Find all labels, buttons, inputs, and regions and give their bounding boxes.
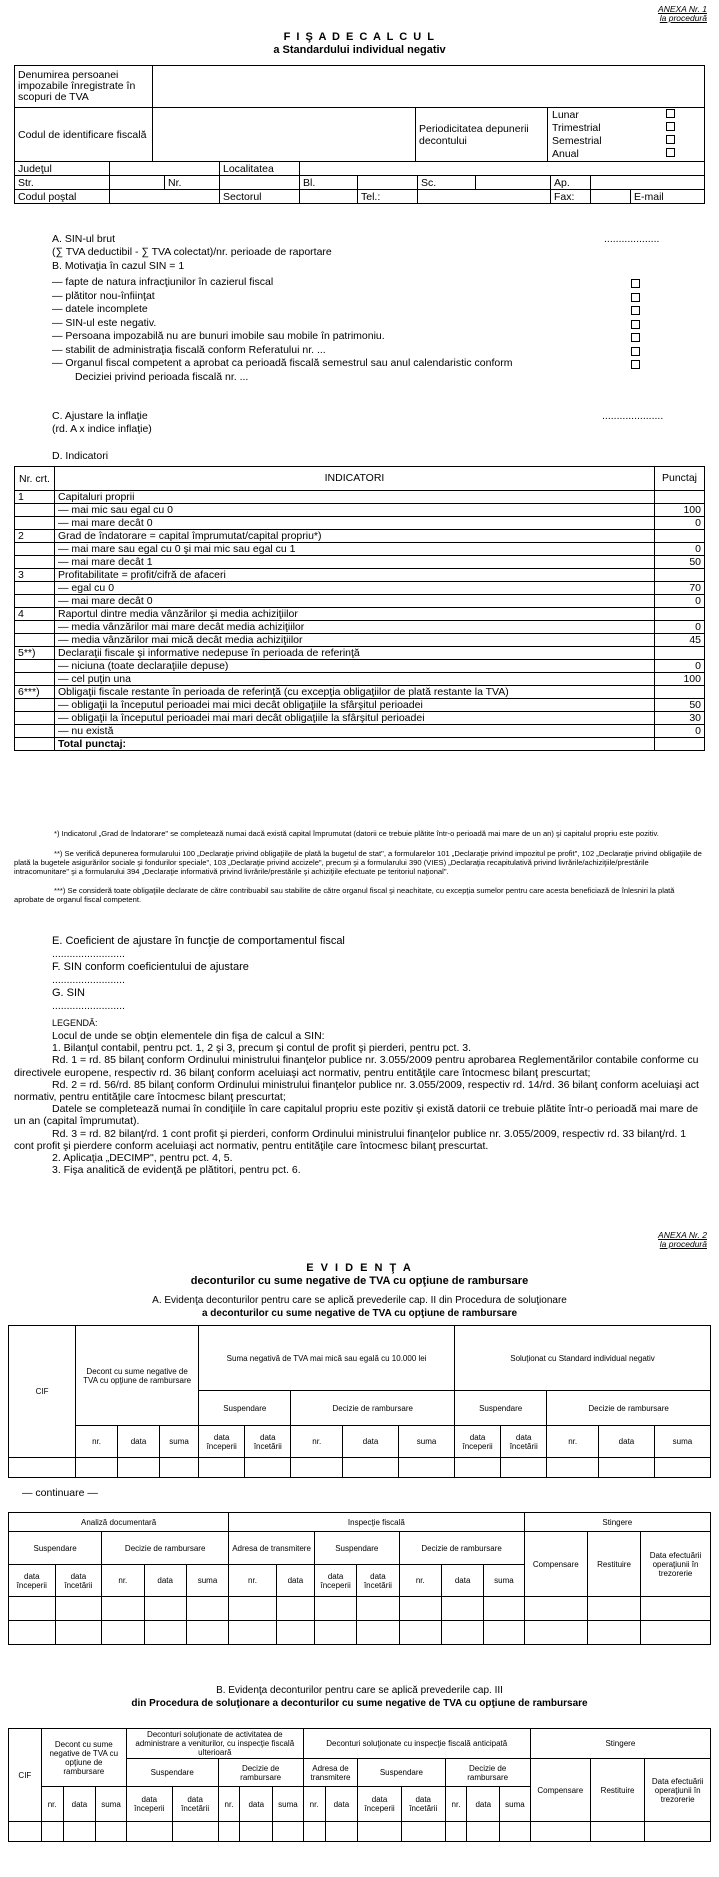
col-data-incetarii: data încetării xyxy=(172,1787,218,1822)
indicator-row xyxy=(15,491,705,504)
judet-label: Judeţul xyxy=(15,162,110,176)
total-label: Total punctaj: xyxy=(55,738,655,751)
sector-field[interactable] xyxy=(300,190,358,204)
sector-label: Sectorul xyxy=(220,190,300,204)
legend-title: LEGENDĂ: xyxy=(52,1018,98,1028)
motiv-item: — datele incomplete xyxy=(52,303,148,315)
col-data-incetarii: data încetării xyxy=(55,1565,102,1597)
indicator-text: — mai mare decât 0 xyxy=(55,595,655,608)
col-nr: nr. xyxy=(76,1426,118,1458)
indicator-text: Declaraţii fiscale şi informative nedepuse în perioada de referinţă xyxy=(55,647,655,660)
indicator-text: Obligaţii fiscale restante în perioada de referinţă (cu excepţia obligaţiilor de plată restante la TVA) xyxy=(55,686,655,699)
col-data: data xyxy=(240,1787,273,1822)
evidenta-table-a xyxy=(8,1325,711,1478)
section-a-value[interactable]: ................... xyxy=(604,233,660,245)
indicator-nr xyxy=(15,621,55,634)
section-c-formula: (rd. A x indice inflaţie) xyxy=(52,423,152,435)
footnote-1: *) Indicatorul „Grad de îndatorare" se completează numai dacă există capital împrumutat (datorii ce trebuie plătite într-o perioadă mai mare de un an) şi capitalul propriu este pozitiv. xyxy=(54,829,659,838)
str-field[interactable] xyxy=(110,176,165,190)
col-nr: nr. xyxy=(229,1565,277,1597)
tel-label: Tel.: xyxy=(358,190,418,204)
indicator-row xyxy=(15,556,705,569)
col-nr: nr. xyxy=(303,1787,325,1822)
indicator-nr xyxy=(15,504,55,517)
section-f-value[interactable]: ......................... xyxy=(52,974,125,986)
evidenta-table-a-continued xyxy=(8,1512,711,1645)
col-nr: nr. xyxy=(291,1426,343,1458)
period-trimestrial: Trimestrial xyxy=(552,121,601,134)
col-data-inceperii: data începerii xyxy=(199,1426,245,1458)
col-data-inceperii: data începerii xyxy=(455,1426,501,1458)
indicator-punctaj: 0 xyxy=(655,725,705,738)
stingere-header: Stingere xyxy=(530,1729,710,1759)
str-label: Str. xyxy=(15,176,110,190)
data-efectuarii-header: Data efectuării operaţiunii în trezorerie xyxy=(641,1532,711,1597)
decont-header: Decont cu sume negative de TVA cu opţiune de rambursare xyxy=(76,1326,199,1426)
section-g-value[interactable]: ......................... xyxy=(52,1000,125,1012)
indicator-nr xyxy=(15,595,55,608)
checkbox-lunar[interactable] xyxy=(666,109,675,118)
ap-field[interactable] xyxy=(591,176,705,190)
legend-line: Rd. 2 = rd. 56/rd. 85 bilanţ conform Ordinului ministrului finanţelor publice nr. 3.055/2009, respectiv rd. 14/rd. 36 bilanţ conform aceluiaşi act normativ, pentru entităţile care întocmesc bilanţ prescurtat; xyxy=(14,1078,699,1104)
section-e-title: E. Coeficient de ajustare în funcţie de comportamentul fiscal xyxy=(52,935,345,947)
checkbox-semestrial[interactable] xyxy=(666,135,675,144)
col-data-inceperii: data începerii xyxy=(314,1565,356,1597)
legend-line: Rd. 3 = rd. 82 bilanţ/rd. 1 cont profit şi pierderi, conform Ordinului ministrului finanţelor publice nr. 3.055/2009, respectiv rd. 33 bilanţ/rd. 1 cont profit şi pierdere conform aceluiaşi act normativ, pentru entităţile care întocmesc bilanţ prescurtat. xyxy=(14,1127,687,1152)
continuare-label: — continuare — xyxy=(22,1487,98,1499)
checkbox-anual[interactable] xyxy=(666,148,675,157)
indicator-punctaj: 100 xyxy=(655,673,705,686)
localitate-field[interactable] xyxy=(300,162,705,176)
col-data: data xyxy=(325,1787,358,1822)
checkbox-motiv[interactable] xyxy=(631,293,640,302)
indicator-row xyxy=(15,504,705,517)
suspendare-header: Suspendare xyxy=(358,1759,445,1787)
decizie-header: Decizie de rambursare xyxy=(218,1759,303,1787)
indicator-row xyxy=(15,725,705,738)
indicator-nr xyxy=(15,712,55,725)
col-data-incetarii: data încetării xyxy=(357,1565,399,1597)
indicator-row xyxy=(15,621,705,634)
suspendare-header: Suspendare xyxy=(126,1759,218,1787)
indicator-row xyxy=(15,595,705,608)
indicator-punctaj: 30 xyxy=(655,712,705,725)
indicator-nr: 1 xyxy=(15,491,55,504)
tel-field[interactable] xyxy=(418,190,551,204)
period-checkboxes xyxy=(652,108,705,162)
indicator-punctaj: 70 xyxy=(655,582,705,595)
indicators-table xyxy=(14,466,705,751)
decizie-header: Decizie de rambursare xyxy=(291,1391,455,1426)
indicator-nr: 3 xyxy=(15,569,55,582)
col-nr: nr. xyxy=(547,1426,599,1458)
indicator-text: — niciuna (toate declaraţiile depuse) xyxy=(55,660,655,673)
indicator-punctaj xyxy=(655,569,705,582)
decizie-header: Decizie de rambursare xyxy=(399,1532,524,1565)
indicator-row xyxy=(15,582,705,595)
indicator-nr: 4 xyxy=(15,608,55,621)
annex-1-label: ANEXA Nr. 1 la procedură xyxy=(658,4,707,23)
indicator-text: — media vânzărilor mai mică decât media achiziţiilor xyxy=(55,634,655,647)
motiv-item: — Persoana impozabilă nu are bunuri imobile sau mobile în patrimoniu. xyxy=(52,330,385,342)
section-b-checkboxes xyxy=(631,279,640,374)
bl-label: Bl. xyxy=(300,176,358,190)
indicator-punctaj: 45 xyxy=(655,634,705,647)
cod-postal-label: Codul poştal xyxy=(15,190,110,204)
indicator-nr xyxy=(15,660,55,673)
fisa-title: F I Ş A D E C A L C U L xyxy=(283,31,436,43)
legend-line: Rd. 1 = rd. 85 bilanţ conform Ordinului ministrului finanţelor publice nr. 3.055/2009 pentru aprobarea Reglementărilor contabile conforme cu directivele europene, respectiv rd. 36 bilanţ conform aceluiaşi act normativ, pentru entităţile care întocmesc bilanţ prescurtat; xyxy=(14,1054,699,1079)
col-suma: suma xyxy=(96,1787,127,1822)
section-b-title: B. Motivaţia în cazul SIN = 1 xyxy=(52,260,185,272)
col-data: data xyxy=(63,1787,96,1822)
indicator-text: — obligaţii la începutul perioadei mai mici decât obligaţiile la sfârşitul perioadei xyxy=(55,699,655,712)
checkbox-motiv[interactable] xyxy=(631,306,640,315)
col-data: data xyxy=(441,1565,483,1597)
compensare-header: Compensare xyxy=(530,1759,590,1822)
section-a-formula: (∑ TVA deductibil - ∑ TVA colectat)/nr. perioade de raportare xyxy=(52,246,332,258)
inspectie-header: Inspecţie fiscală xyxy=(229,1513,524,1532)
col-suma: suma xyxy=(654,1426,710,1458)
indicator-row xyxy=(15,608,705,621)
period-semestrial: Semestrial xyxy=(552,134,602,147)
col-nr: nr. xyxy=(41,1787,63,1822)
indicator-row xyxy=(15,647,705,660)
indicator-text: — obligaţii la începutul perioadei mai mari decât obligaţiile la sfârşitul perioadei xyxy=(55,712,655,725)
indicator-nr: 2 xyxy=(15,530,55,543)
legend-line: 3. Fişa analitică de evidenţă pe plătitori, pentru pct. 6. xyxy=(52,1164,301,1177)
legend-body xyxy=(14,1030,704,1176)
indicator-punctaj: 0 xyxy=(655,660,705,673)
indicator-nr xyxy=(15,517,55,530)
indicator-text: — nu există xyxy=(55,725,655,738)
indicator-punctaj: 100 xyxy=(655,504,705,517)
period-anual: Anual xyxy=(552,147,579,160)
indicator-nr xyxy=(15,582,55,595)
section-b-evidenta-title2: din Procedura de soluţionare a deconturilor cu sume negative de TVA cu opţiune de rambursare xyxy=(131,1698,588,1709)
section-b-evidenta-title xyxy=(0,1685,719,1696)
checkbox-motiv[interactable] xyxy=(631,333,640,342)
ap-label: Ap. xyxy=(551,176,591,190)
indicator-nr xyxy=(15,725,55,738)
identification-table xyxy=(14,65,705,162)
evidenta-subtitle: deconturilor cu sume negative de TVA cu opţiune de rambursare xyxy=(190,1275,529,1287)
indicator-text: Profitabilitate = profit/cifră de afaceri xyxy=(55,569,655,582)
col-suma: suma xyxy=(399,1426,455,1458)
denumire-field[interactable] xyxy=(153,66,705,108)
indicator-punctaj: 0 xyxy=(655,621,705,634)
section-f-title: F. SIN conform coeficientului de ajustare xyxy=(52,961,249,973)
indicator-punctaj xyxy=(655,608,705,621)
evidenta-b-title-line: B. Evidenţa deconturilor pentru care se aplică prevederile cap. III xyxy=(216,1685,503,1696)
indicator-punctaj xyxy=(655,686,705,699)
indicator-text: — mai mare decât 1 xyxy=(55,556,655,569)
checkbox-motiv[interactable] xyxy=(631,360,640,369)
nr-field[interactable] xyxy=(220,176,300,190)
adresa-header: Adresa de transmitere xyxy=(229,1532,315,1565)
suspendare-header: Suspendare xyxy=(9,1532,102,1565)
section-a-title: A. SIN-ul brut xyxy=(52,233,116,245)
col-suma: suma xyxy=(500,1787,531,1822)
indicator-nr xyxy=(15,673,55,686)
indicator-nr xyxy=(15,634,55,647)
cod-fiscal-label: Codul de identificare fiscală xyxy=(15,108,153,162)
section-c-title: C. Ajustare la inflaţie xyxy=(52,410,148,422)
indicator-nr: 6***) xyxy=(15,686,55,699)
periodicitate-label: Periodicitatea depunerii decontului xyxy=(416,108,548,162)
fax-label: Fax: xyxy=(551,190,591,204)
evidenta-a-title-line: A. Evidenţa deconturilor pentru care se aplică prevederile cap. II din Procedura de soluţionare xyxy=(152,1295,567,1306)
indicator-row xyxy=(15,712,705,725)
indicator-text: — media vânzărilor mai mare decât media achiziţiilor xyxy=(55,621,655,634)
checkbox-motiv[interactable] xyxy=(631,320,640,329)
legend-line: 1. Bilanţul contabil, pentru pct. 1, 2 şi 3, precum şi contul de profit şi pierderi, pentru pct. 3. xyxy=(52,1042,472,1055)
indicator-nr xyxy=(15,556,55,569)
cif-header: CIF xyxy=(9,1326,76,1458)
solutionat-header: Soluţionat cu Standard individual negativ xyxy=(455,1326,711,1391)
motiv-item-continuation: Deciziei privind perioada fiscală nr. ... xyxy=(75,370,249,383)
section-d-title: D. Indicatori xyxy=(52,450,109,462)
col-nr-crt: Nr. crt. xyxy=(15,467,55,491)
col-data-inceperii: data începerii xyxy=(358,1787,402,1822)
col-nr: nr. xyxy=(218,1787,240,1822)
nr-label: Nr. xyxy=(165,176,220,190)
indicator-text: Raportul dintre media vânzărilor şi media achiziţiilor xyxy=(55,608,655,621)
checkbox-motiv[interactable] xyxy=(631,279,640,288)
col-data-incetarii: data încetării xyxy=(501,1426,547,1458)
fisa-subtitle: a Standardului individual negativ xyxy=(273,44,446,56)
col-data: data xyxy=(276,1565,314,1597)
legend-line: Datele se completează numai în condiţiile în care capitalul propriu este pozitiv şi există datorii ce trebuie plătite într-o perioadă mai mare de un an (capital împrumutat). xyxy=(14,1103,699,1128)
indicator-row xyxy=(15,673,705,686)
indicator-punctaj: 0 xyxy=(655,595,705,608)
motiv-item: — fapte de natura infracţiunilor în cazierul fiscal xyxy=(52,276,274,288)
indicator-row xyxy=(15,699,705,712)
col-data: data xyxy=(343,1426,399,1458)
col-data: data xyxy=(144,1565,186,1597)
decont-header: Decont cu sume negative de TVA cu opţiune de rambursare xyxy=(41,1729,126,1787)
checkbox-motiv[interactable] xyxy=(631,347,640,356)
section-e-value[interactable]: ......................... xyxy=(52,948,125,960)
motiv-item: — Organul fiscal competent a aprobat ca perioadă fiscală semestrul sau anul calendaristic conform xyxy=(52,357,513,369)
col-data-incetarii: data încetării xyxy=(245,1426,291,1458)
bl-field[interactable] xyxy=(358,176,418,190)
localitate-label: Localitatea xyxy=(220,162,300,176)
indicator-text: — mai mare sau egal cu 0 şi mai mic sau egal cu 1 xyxy=(55,543,655,556)
cod-postal-field[interactable] xyxy=(110,190,220,204)
sc-label: Sc. xyxy=(418,176,476,190)
address-table xyxy=(14,161,705,204)
col-nr: nr. xyxy=(445,1787,467,1822)
annex-2-label: ANEXA Nr. 2 la procedură xyxy=(658,1230,707,1249)
data-efectuarii-header: Data efectuării operaţiunii în trezorerie xyxy=(645,1759,711,1822)
section-b-list xyxy=(52,276,652,384)
evidenta-table-b xyxy=(8,1728,711,1842)
judet-field[interactable] xyxy=(110,162,220,176)
section-c-value[interactable]: ..................... xyxy=(602,410,664,422)
evidenta-title: E V I D E N Ţ A xyxy=(306,1262,413,1274)
suspendare-header: Suspendare xyxy=(314,1532,399,1565)
analiza-header: Analiză documentară xyxy=(9,1513,229,1532)
decizie-header: Decizie de rambursare xyxy=(445,1759,530,1787)
restituire-header: Restituire xyxy=(590,1759,645,1822)
indicator-nr xyxy=(15,543,55,556)
col-data-inceperii: data începerii xyxy=(126,1787,172,1822)
col-data: data xyxy=(467,1787,500,1822)
section-g-title: G. SIN xyxy=(52,987,86,999)
stingere-header: Stingere xyxy=(524,1513,710,1532)
col-data-inceperii: data începerii xyxy=(9,1565,56,1597)
indicator-text: Capitaluri proprii xyxy=(55,491,655,504)
col-nr: nr. xyxy=(102,1565,144,1597)
indicator-row xyxy=(15,686,705,699)
indicator-row xyxy=(15,517,705,530)
legend-line: 2. Aplicaţia „DECIMP", pentru pct. 4, 5. xyxy=(52,1152,233,1165)
motiv-item: — stabilit de administraţia fiscală conform Referatului nr. ... xyxy=(52,343,326,356)
col-indicatori: INDICATORI xyxy=(55,467,655,491)
suma-negativa-header: Suma negativă de TVA mai mică sau egală cu 10.000 lei xyxy=(199,1326,455,1391)
cif-header: CIF xyxy=(9,1729,42,1822)
col-data-incetarii: data încetării xyxy=(401,1787,445,1822)
indicator-punctaj xyxy=(655,491,705,504)
col-suma: suma xyxy=(159,1426,198,1458)
indicator-punctaj xyxy=(655,647,705,660)
decizie-header: Decizie de rambursare xyxy=(102,1532,229,1565)
solutionate-ulterior-header: Deconturi soluţionate de activitatea de administrare a veniturilor, cu inspecţie fiscală ulterioară xyxy=(126,1729,303,1759)
motiv-item: — plătitor nou-înfiinţat xyxy=(52,289,155,302)
indicator-row xyxy=(15,569,705,582)
adresa-header: Adresa de transmitere xyxy=(303,1759,358,1787)
col-suma: suma xyxy=(273,1787,304,1822)
cod-fiscal-field[interactable] xyxy=(153,108,416,162)
indicator-text: — egal cu 0 xyxy=(55,582,655,595)
indicator-nr: 5**) xyxy=(15,647,55,660)
table-row[interactable] xyxy=(9,1458,711,1478)
decizie-header: Decizie de rambursare xyxy=(547,1391,711,1426)
table-row[interactable] xyxy=(9,1822,711,1842)
table-row[interactable] xyxy=(9,1621,711,1645)
footnote-2: **) Se verifică depunerea formularului 100 „Declaraţie privind obligaţiile de plată la bugetul de stat", a formularelor 101 „Declaraţie privind impozitul pe profit", 102 „Declaraţie privind obligaţiile de plată la bugetele asigurărilor sociale şi fondurilor speciale", 103 „Declaraţie privind accizele", precum şi a formularului 390 (VIES) „Declaraţia recapitulativă privind livrările/achiziţiile/prestările intracomunitare" şi a formularului 394 „Declaraţie informativă privind livrările/prestările şi achiziţiile efectuate pe teritoriul naţional". xyxy=(14,849,702,876)
period-lunar: Lunar xyxy=(552,108,579,121)
indicator-text: — cel puţin una xyxy=(55,673,655,686)
footnote-3: ***) Se consideră toate obligaţiile declarate de către contribuabil sau stabilite de către organul fiscal şi neachitate, cu excepţia sumelor pentru care acesta beneficiază de înlesniri la plată aprobate de organul fiscal competent. xyxy=(14,886,675,904)
suspendare-header: Suspendare xyxy=(199,1391,291,1426)
indicator-text: Grad de îndatorare = capital împrumutat/capital propriu*) xyxy=(55,530,655,543)
total-value[interactable] xyxy=(655,738,705,751)
fax-field[interactable] xyxy=(591,190,631,204)
indicator-punctaj xyxy=(655,530,705,543)
indicator-row xyxy=(15,634,705,647)
legend-line: Locul de unde se obţin elementele din fişa de calcul a SIN: xyxy=(52,1030,325,1042)
compensare-header: Compensare xyxy=(524,1532,588,1597)
motiv-item: — SIN-ul este negativ. xyxy=(52,316,157,329)
sc-field[interactable] xyxy=(476,176,551,190)
indicator-nr xyxy=(15,699,55,712)
col-data: data xyxy=(599,1426,655,1458)
col-punctaj: Punctaj xyxy=(655,467,705,491)
indicator-row xyxy=(15,530,705,543)
section-a-evidenta-title2: a deconturilor cu sume negative de TVA cu opţiune de rambursare xyxy=(201,1308,518,1319)
indicator-punctaj: 50 xyxy=(655,556,705,569)
period-options xyxy=(548,108,652,162)
table-row[interactable] xyxy=(9,1597,711,1621)
col-suma: suma xyxy=(186,1565,228,1597)
col-data: data xyxy=(118,1426,160,1458)
section-a-evidenta-title xyxy=(0,1295,719,1306)
suspendare-header: Suspendare xyxy=(455,1391,547,1426)
total-nr-cell xyxy=(15,738,55,751)
indicator-punctaj: 0 xyxy=(655,517,705,530)
indicator-text: — mai mic sau egal cu 0 xyxy=(55,504,655,517)
indicator-text: — mai mare decât 0 xyxy=(55,517,655,530)
checkbox-trimestrial[interactable] xyxy=(666,122,675,131)
col-nr: nr. xyxy=(399,1565,441,1597)
indicator-punctaj: 50 xyxy=(655,699,705,712)
solutionate-anticipat-header: Deconturi soluţionate cu inspecţie fiscală anticipată xyxy=(303,1729,530,1759)
col-suma: suma xyxy=(484,1565,524,1597)
restituire-header: Restituire xyxy=(588,1532,641,1597)
indicator-row xyxy=(15,543,705,556)
email-label: E-mail xyxy=(631,190,705,204)
indicator-row xyxy=(15,660,705,673)
indicator-punctaj: 0 xyxy=(655,543,705,556)
denumire-label: Denumirea persoanei impozabile înregistrate în scopuri de TVA xyxy=(15,66,153,108)
